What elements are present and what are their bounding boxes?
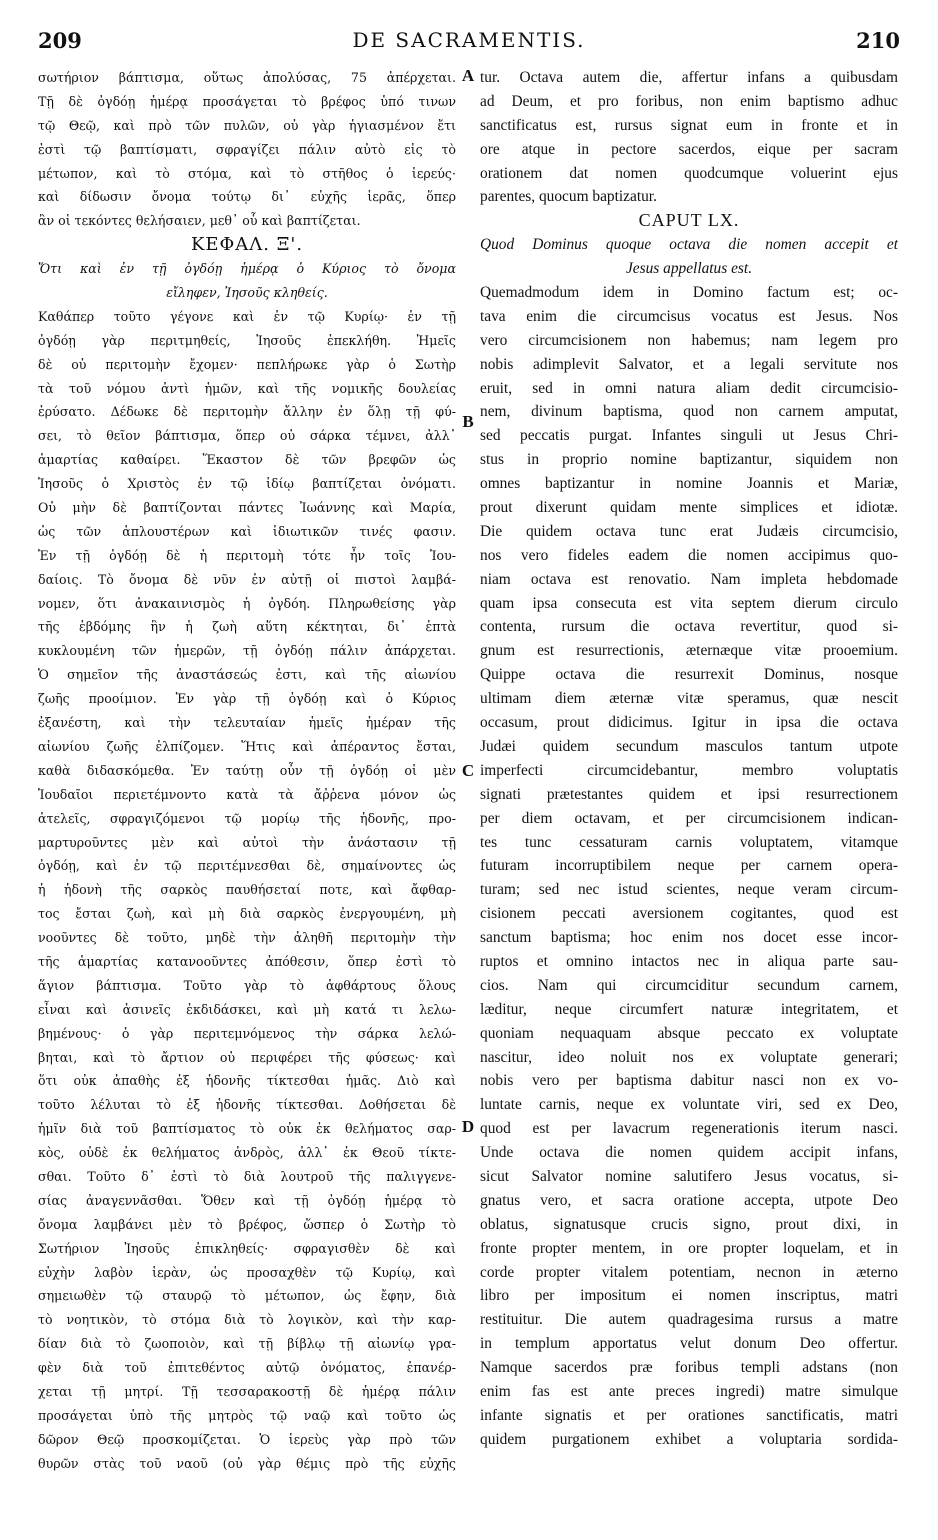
text-line: ἡ ἡδονὴ τῆς σαρκὸς παυθήσεταί ποτε, καὶ ἄφθαρ-	[38, 882, 456, 898]
text-line: εἶναι καὶ ἀσινεῖς ἐκδιδάσκει, καὶ μὴ κατά τι λελω-	[38, 1001, 456, 1017]
text-line: ultimam diem æternæ vitæ speramus, quæ nescit	[480, 690, 898, 708]
text-line: Judæi quidem secundum masculos tantum utpote	[480, 737, 898, 755]
text-line: luntate carnis, neque ex voluntate viri, sed ex Deo,	[480, 1096, 898, 1114]
text-line: ὀγδόῃ γὰρ περιτμηθείς, Ἰησοῦς ἐπεκλήθη. Ἡμεῖς	[38, 332, 456, 348]
text-line: fronte propter mentem, in ore propter loquelam, et in	[480, 1239, 898, 1257]
text-line: ore atque in pectore sacerdos, eique per sacram	[480, 140, 898, 158]
text-line: orationem dat nomen quodcumque voluerint ejus	[480, 164, 898, 182]
text-line: αἰωνίου ζωῆς ἐλπίζομεν. Ἥτις καὶ ἀπέραντος ἔσται,	[38, 738, 456, 754]
text-line: Ἰησοῦς ὁ Χριστὸς ἐν τῷ ἰδίῳ βαπτίζεται ὀνόματι.	[38, 476, 456, 492]
text-line: nobis adimplevit Salvator, et a legali servitute nos	[480, 355, 898, 373]
text-line: τῆς ἁμαρτίας κατανοοῦντες ἀπόθεσιν, ὅπερ ἐστὶ τὸ	[38, 953, 456, 969]
chapter-title-line: εἴληφεν, Ἰησοῦς κληθείς.	[166, 285, 328, 301]
left-page-number: 209	[38, 28, 82, 53]
margin-letter-b: B	[462, 412, 474, 431]
text-line: quod est per lavacrum regenerationis iterum nasci.	[480, 1120, 898, 1138]
text-line: τὸ νοητικὸν, τὸ στόμα διὰ τὸ λογικὸν, καὶ τὴν καρ-	[38, 1312, 456, 1328]
text-line: occasum, prout didicimus. Igitur in ipsa die octava	[480, 714, 898, 732]
text-line: σωτήριον βάπτισμα, οὕτως ἀπολύσας, 75 ἀπέρχεται.	[38, 70, 456, 85]
text-line: βημένους· ὁ γὰρ περιτεμνόμενος τὴν σάρκα λελώ-	[38, 1025, 456, 1041]
margin-letter-a: A	[461, 66, 475, 85]
text-line: φὲν διὰ τοῦ ἐπιτεθέντος αὐτῷ ὀνόματος, ἐπανέρ-	[38, 1360, 456, 1376]
text-line: nascitur, ideo noluit nos ex voluptate generari;	[480, 1048, 898, 1066]
text-line: ὀγδόῃ, καὶ ἐν τῷ περιτέμνεσθαι δὲ, σημαίνοντες ὡς	[38, 858, 456, 874]
text-line: Die quidem octava tunc erat Judæis circumcisio,	[480, 522, 898, 540]
text-line: stus in proprio nomine baptizantur, siquidem non	[480, 451, 898, 469]
latin-column	[480, 66, 898, 1452]
margin-letter-d: D	[461, 1117, 475, 1136]
text-line: ζωῆς προοίμιον. Ἐν γὰρ τῇ ὀγδόῃ καὶ ὁ Κύριος	[38, 691, 456, 707]
text-line: niam octava est renovatio. Nam impleta hebdomade	[480, 570, 898, 588]
text-line: futuram incorruptibilem neque per carnem opera-	[480, 857, 898, 875]
text-line: læditur, neque circumfert naturæ integritatem, et	[480, 1000, 898, 1018]
text-line: eruit, sed in omni natura aliam dedit circumcisio-	[480, 379, 898, 397]
text-line: cios. Nam qui circumciditur secundum carnem,	[480, 976, 898, 994]
chapter-heading: CAPUT LX.	[638, 210, 740, 231]
text-line: Namque sacerdos præ foribus templi adstans (non	[480, 1359, 898, 1377]
greek-column	[38, 66, 456, 1476]
text-line: nobis vero per baptisma dabitur nasci non ex vo-	[480, 1072, 898, 1090]
text-line: σθαι. Τοῦτο δ᾽ ἐστὶ τὸ διὰ λουτροῦ τῆς παλιγγενε-	[38, 1168, 456, 1184]
text-line: ἐστὶ τῷ βαπτίσματι, σφραγίζει πάλιν αὐτὸ εἰς τὸ	[38, 141, 456, 157]
text-line: sanctum baptisma; hoc enim nos docet esse incor-	[480, 929, 898, 947]
chapter-title-line: Jesus appellatus est.	[625, 260, 753, 278]
text-line: νοοῦντες δὲ τοῦτο, μηδὲ τὴν ἀληθῆ περιτομὴν τὴν	[38, 930, 456, 946]
text-line: sed peccatis purgat. Infantes singuli ut Jesus Chri-	[480, 427, 898, 445]
text-line: Σωτήριον Ἰησοῦς ἐπικληθείς· σφραγισθὲν δὲ καὶ	[38, 1240, 456, 1256]
text-line: ἀτελεῖς, σφραγιζόμενοι τῷ μορίῳ τῆς ἡδονῆς, προ-	[38, 810, 456, 826]
text-line: nem, divinum baptisma, quod non carnem amputat,	[480, 403, 898, 421]
text-line: δαίοις. Τὸ ὄνομα δὲ νῦν ἐν αὐτῇ οἱ πιστοὶ λαμβά-	[38, 571, 456, 587]
text-line: προσάγεται ὑπὸ τῆς μητρὸς τῷ ναῷ καὶ τοῦτο ὡς	[38, 1407, 456, 1423]
text-line: quoniam nequaquam absque peccato ex voluptate	[480, 1024, 898, 1042]
text-line: ἂν οἱ τεκόντες θελήσαιεν, μεθ᾽ οὗ καὶ βαπτίζεται.	[38, 213, 361, 229]
text-line: parentes, quocum baptizatur.	[480, 188, 657, 206]
text-line: Quemadmodum idem in Domino factum est; oc-	[480, 284, 898, 302]
text-line: imperfecti circumcidebantur, membro voluptatis	[480, 761, 898, 779]
text-line: Ὁ σημεῖον τῆς ἀναστάσεώς ἐστι, καὶ τῆς αἰωνίου	[38, 667, 456, 683]
text-line: τὰ τοῦ νόμου ἀντὶ ἡμῶν, καὶ τῆς νομικῆς δουλείας	[38, 380, 456, 396]
text-line: δίαν διὰ τὸ ζωοποιὸν, καὶ τῇ βίβλῳ τῇ αἰωνίῳ γρα-	[38, 1336, 456, 1352]
text-line: oblatus, signatusque crucis signo, prout dixi, in	[480, 1215, 898, 1233]
text-line: σει, τὸ θεῖον βάπτισμα, ὅπερ οὐ σάρκα τέμνει, ἀλλ᾽	[38, 428, 456, 444]
text-line: in templum apportatus velut donum Deo offertur.	[480, 1335, 898, 1353]
text-line: ὅτι οὐκ ἀπαθὴς ἐξ ἡδονῆς τίκτεσθαι ἡμᾶς. Διὸ καὶ	[38, 1073, 456, 1089]
text-line: cisionem peccati aversionem cogitantes, quod est	[480, 905, 898, 923]
text-line: καθὰ διδασκόμεθα. Ἐν ταύτῃ οὖν τῇ ὀγδόῃ οἱ μὲν	[38, 762, 456, 778]
running-title: DE SACRAMENTIS.	[352, 28, 586, 52]
text-line: corde propter vitalem potentiam, necnon in æterno	[480, 1263, 898, 1281]
text-line: ἅγιον βάπτισμα. Τοῦτο γὰρ τὸ ἀφθάρτους ὅλους	[38, 977, 456, 993]
text-line: Τῇ δὲ ὀγδόῃ ἡμέρᾳ προσάγεται τὸ βρέφος ὑπό τινων	[38, 93, 456, 109]
text-line: τῆς ἑβδόμης ἣν ἡ ζωὴ αὕτη κέκτηται, δι᾽ ἑπτὰ	[38, 619, 456, 635]
text-line: θυρῶν στὰς τοῦ ναοῦ (οὐ γὰρ θέμις πρὸ τῆς εὐχῆς	[38, 1455, 456, 1471]
text-line: tes tunc cessaturam carnis voluptatem, vitamque	[480, 833, 898, 851]
text-line: gnatus vero, et sacra oratione accepta, utpote Deo	[480, 1191, 898, 1209]
right-page-number: 210	[856, 28, 900, 53]
text-line: ἐρύσατο. Δέδωκε δὲ περιτομὴν ἄλλην ἐν ὅλῃ τῇ φύ-	[38, 404, 456, 420]
margin-letter-c: C	[461, 761, 475, 780]
text-line: sanctificatus est, rursus signat eum in fronte et in	[480, 116, 898, 134]
text-line: omnes baptizantur in nomine Joannis et Mariæ,	[480, 475, 898, 493]
text-line: Unde octava die nomen quidem accipit infans,	[480, 1144, 898, 1162]
text-line: quam ipsa consecuta est vita septem dierum circulo	[480, 594, 898, 612]
text-line: ὡς τῶν ἁπλουστέρων καὶ ἰδιωτικῶν τινές φασιν.	[38, 523, 456, 539]
text-line: βηται, καὶ τὸ ἄρτιον οὐ περιφέρει τῆς φύσεως· καὶ	[38, 1049, 456, 1065]
text-line: Quippe octava die resurrexit Dominus, nosque	[480, 666, 898, 684]
text-line: μέτωπον, καὶ τὸ στόμα, καὶ τὸ στῆθος ὁ ἱερεύς·	[38, 165, 456, 181]
text-line: signati prætestantes quidem et ipsi resurrectionem	[480, 785, 898, 803]
text-line: εὐχὴν λαβὸν ἱερὰν, ὡς προσαχθὲν τῷ Κυρίῳ, καὶ	[38, 1264, 456, 1280]
text-line: Ἐν τῇ ὀγδόῃ δὲ ἡ περιτομὴ τότε ἦν τοῖς Ἰου-	[38, 547, 456, 563]
text-line: Ἰουδαῖοι περιετέμνοντο κατὰ τὰ ἄῤῥενα μόνον ὡς	[38, 786, 456, 802]
text-line: δῶρον Θεῷ προσκομίζεται. Ὁ ἱερεὺς γὰρ πρὸ τῶν	[38, 1431, 456, 1447]
text-line: libro per impositum ei nomen inscriptus, matri	[480, 1287, 898, 1305]
text-line: restituitur. Die autem quadragesima rursus a matre	[480, 1311, 898, 1329]
text-line: νομεν, ὅτι ἀνακαινισμὸς ἡ ὀγδόη. Πληρωθείσης γὰρ	[38, 595, 456, 611]
text-line: gnum est resurrectionis, æternæque vitæ prooemium.	[480, 642, 898, 660]
text-line: sicut Salvator nomine salutifero Jesus vocatus, si-	[480, 1167, 898, 1185]
chapter-title-line: Ὅτι καὶ ἐν τῇ ὀγδόῃ ἡμέρᾳ ὁ Κύριος τὸ ὄνομα	[38, 261, 456, 277]
text-line: nos vero fideles eadem die nomen accipimus quo-	[480, 546, 898, 564]
text-line: ἡμῖν διὰ τοῦ βαπτίσματος τὸ οὐκ ἐκ θελήματος σαρ-	[38, 1121, 456, 1137]
text-line: enim fas est ante preces ingredi) matre simulque	[480, 1382, 898, 1400]
text-line: quidem purgationem exhibet a voluptaria sordida-	[480, 1430, 898, 1448]
text-line: σίας ἀναγεννᾶσθαι. Ὅθεν καὶ τῇ ὀγδόῃ ἡμέρᾳ τὸ	[38, 1192, 456, 1208]
text-line: καὶ δίδωσιν ὄνομα τούτῳ δι᾽ εὐχῆς ἱερᾶς, ὅπερ	[38, 189, 456, 205]
text-line: ad Deum, et pro foribus, non enim baptismo adhuc	[480, 92, 898, 110]
text-line: τος ἔσται ζωὴ, καὶ μὴ διὰ σαρκὸς ἐνεργουμένη, μὴ	[38, 906, 456, 922]
text-line: χεται τῇ μητρί. Τῇ τεσσαρακοστῇ δὲ ἡμέρᾳ πάλιν	[38, 1383, 456, 1399]
chapter-heading: ΚΕΦΑΛ. Ξ'.	[190, 234, 304, 256]
text-line: turam; sed nec istud scientes, neque veram circum-	[480, 881, 898, 899]
text-line: ἁμαρτίας καθαίρει. Ἕκαστον δὲ τῶν βρεφῶν ὡς	[38, 452, 456, 468]
text-line: μαρτυροῦντες μὲν καὶ αὐτοὶ τὴν ἀνάστασιν τῇ	[38, 834, 456, 850]
text-line: infante signatis et per orationes sanctificatis, matri	[480, 1406, 898, 1424]
text-line: Οὐ μὴν δὲ βαπτίζονται πάντες Ἰωάννης καὶ Μαρία,	[38, 500, 456, 516]
text-line: δὲ οὐ περιτομὴν ἔχομεν· πεπλήρωκε γὰρ ὁ Σωτὴρ	[38, 356, 456, 372]
text-line: σημειωθὲν τῷ σταυρῷ τὸ μέτωπον, ὡς ἔφην, διὰ	[38, 1288, 456, 1304]
text-line: contenta, rursum die octava revertitur, quod si-	[480, 618, 898, 636]
text-line: κυκλουμένη τῶν ἡμερῶν, τῇ ὀγδόῃ πάλιν ἀπάρχεται.	[38, 643, 456, 659]
text-line: ruptos et omnino intactos nec in aliqua parte sau-	[480, 952, 898, 970]
page-header	[38, 28, 900, 58]
text-line: Καθάπερ τοῦτο γέγονε καὶ ἐν τῷ Κυρίῳ· ἐν τῇ	[38, 308, 456, 324]
text-line: τῷ Θεῷ, καὶ πρὸ τῶν πυλῶν, οὐ γὰρ ἡγιασμένον ἔτι	[38, 117, 456, 133]
text-line: κὸς, οὐδὲ ἐκ θελήματος ἀνδρὸς, ἀλλ᾽ ἐκ Θεοῦ τίκτε-	[38, 1145, 456, 1161]
text-line: prout dixerunt quidam mente simplices et idiotæ.	[480, 499, 898, 517]
text-line: per diem octavam, et per circumcisionem indican-	[480, 809, 898, 827]
chapter-title-line: Quod Dominus quoque octava die nomen accepit et	[480, 236, 898, 254]
text-line: vero circumcisionem non habemus; nam legem pro	[480, 331, 898, 349]
text-line: ὄνομα λαμβάνει μὲν τὸ βρέφος, ὥσπερ ὁ Σωτὴρ τὸ	[38, 1216, 456, 1232]
text-line: τοῦτο λέλυται τὸ ἐξ ἡδονῆς τίκτεσθαι. Δοθήσεται δὲ	[38, 1097, 456, 1113]
text-line: tava enim die circumcisus vocatus est Jesus. Nos	[480, 307, 898, 325]
text-line: tur. Octava autem die, affertur infans a quibusdam	[480, 69, 898, 86]
text-line: ἐξανέστη, καὶ τὴν τελευταίαν ἡμεῖς ἡμέραν τῆς	[38, 715, 456, 731]
